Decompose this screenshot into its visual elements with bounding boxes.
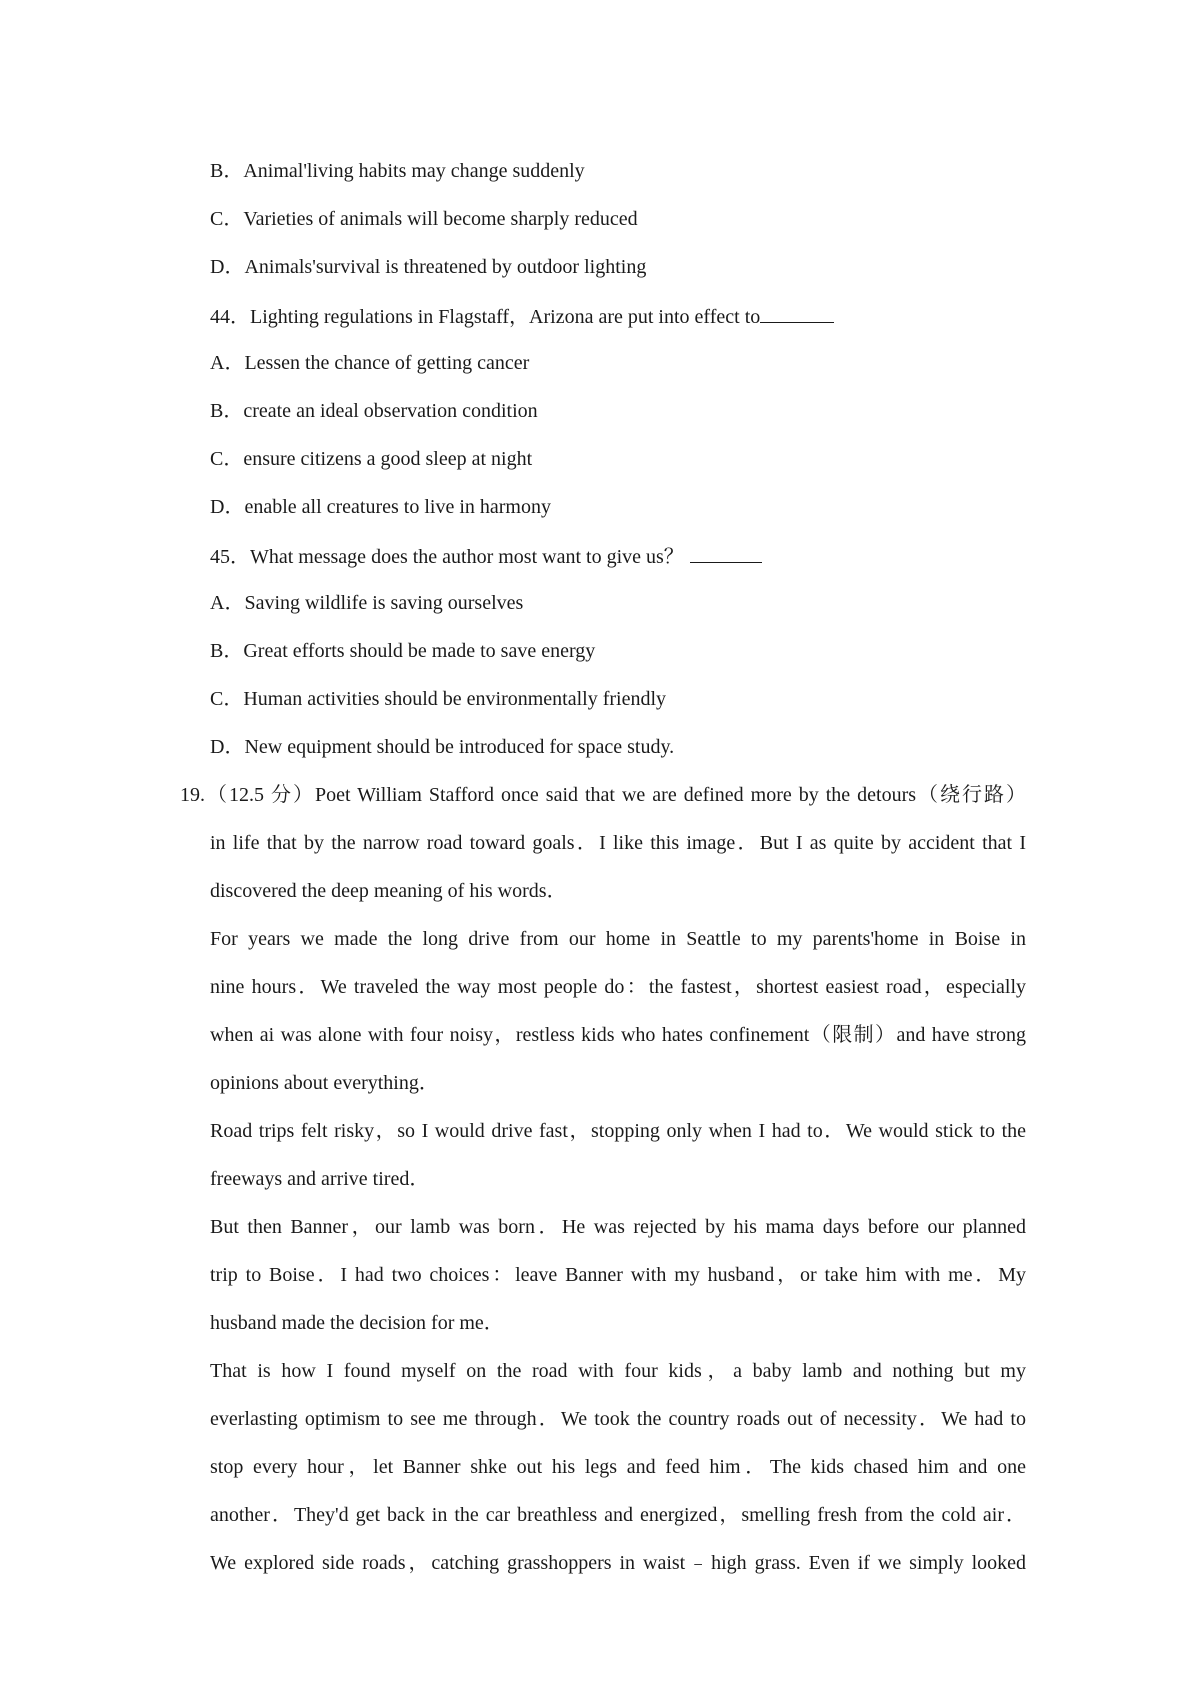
q44-option-b: B．create an ideal observation condition (210, 400, 538, 422)
q43-option-b: B．Animal'living habits may change suddenly (210, 160, 585, 182)
q44-option-a: A．Lessen the chance of getting cancer (210, 352, 530, 374)
q19-passage-line: another．They'd get back in the car breathless and energized，smelling fresh from the cold air． (210, 1504, 1026, 1526)
answer-blank (690, 542, 762, 563)
q19-heading-line: 19.（12.5 分）Poet William Stafford once said that we are defined more by the detours（绕行路） (180, 784, 1026, 806)
q45-option-d: D．New equipment should be introduced for space study. (210, 736, 675, 758)
q44-option-c: C．ensure citizens a good sleep at night (210, 448, 533, 470)
q44-option-d: D．enable all creatures to live in harmony (210, 496, 551, 518)
q19-passage-line: when ai was alone with four noisy，restless kids who hates confinement（限制）and have strong (210, 1024, 1026, 1046)
q19-passage-line: everlasting optimism to see me through．We took the country roads out of necessity．We had to (210, 1408, 1026, 1430)
q19-passage-line: We explored side roads，catching grasshoppers in waist﹣high grass. Even if we simply looked (210, 1552, 1026, 1574)
q19-passage-line: nine hours．We traveled the way most people do：the fastest，shortest easiest road，especially (210, 976, 1026, 998)
q19-passage-line: Road trips felt risky，so I would drive fast，stopping only when I had to．We would stick to the (210, 1120, 1026, 1142)
q19-passage-line: stop every hour，let Banner shke out his legs and feed him．The kids chased him and one (210, 1456, 1026, 1478)
q19-passage-line: opinions about everything． (210, 1072, 439, 1094)
q44-stem: 44．Lighting regulations in Flagstaff，Arizona are put into effect to (210, 306, 761, 328)
q19-passage-line: That is how I found myself on the road with four kids，a baby lamb and nothing but my (210, 1360, 1026, 1382)
q19-passage-line: freeways and arrive tired． (210, 1168, 430, 1190)
q45-stem: 45．What message does the author most want to give us？ (210, 546, 684, 568)
q19-passage-line: in life that by the narrow road toward goals．I like this image．But I as quite by accident that I (210, 832, 1026, 854)
q45-option-c: C．Human activities should be environmentally friendly (210, 688, 667, 710)
q44-stem-line (210, 302, 834, 330)
q19-passage-line: discovered the deep meaning of his words． (210, 880, 567, 902)
q43-option-c: C．Varieties of animals will become sharply reduced (210, 208, 638, 230)
q19-passage-line: husband made the decision for me． (210, 1312, 504, 1334)
q19-passage-line: For years we made the long drive from our home in Seattle to my parents'home in Boise in (210, 928, 1026, 950)
q45-option-b: B．Great efforts should be made to save energy (210, 640, 596, 662)
q45-stem-line (210, 542, 762, 570)
q45-option-a: A．Saving wildlife is saving ourselves (210, 592, 524, 614)
q43-option-d: D．Animals'survival is threatened by outdoor lighting (210, 256, 647, 278)
q19-passage-line: trip to Boise．I had two choices：leave Banner with my husband，or take him with me．My (210, 1264, 1026, 1286)
q19-passage-line: But then Banner，our lamb was born．He was rejected by his mama days before our planned (210, 1216, 1026, 1238)
answer-blank (760, 302, 834, 323)
